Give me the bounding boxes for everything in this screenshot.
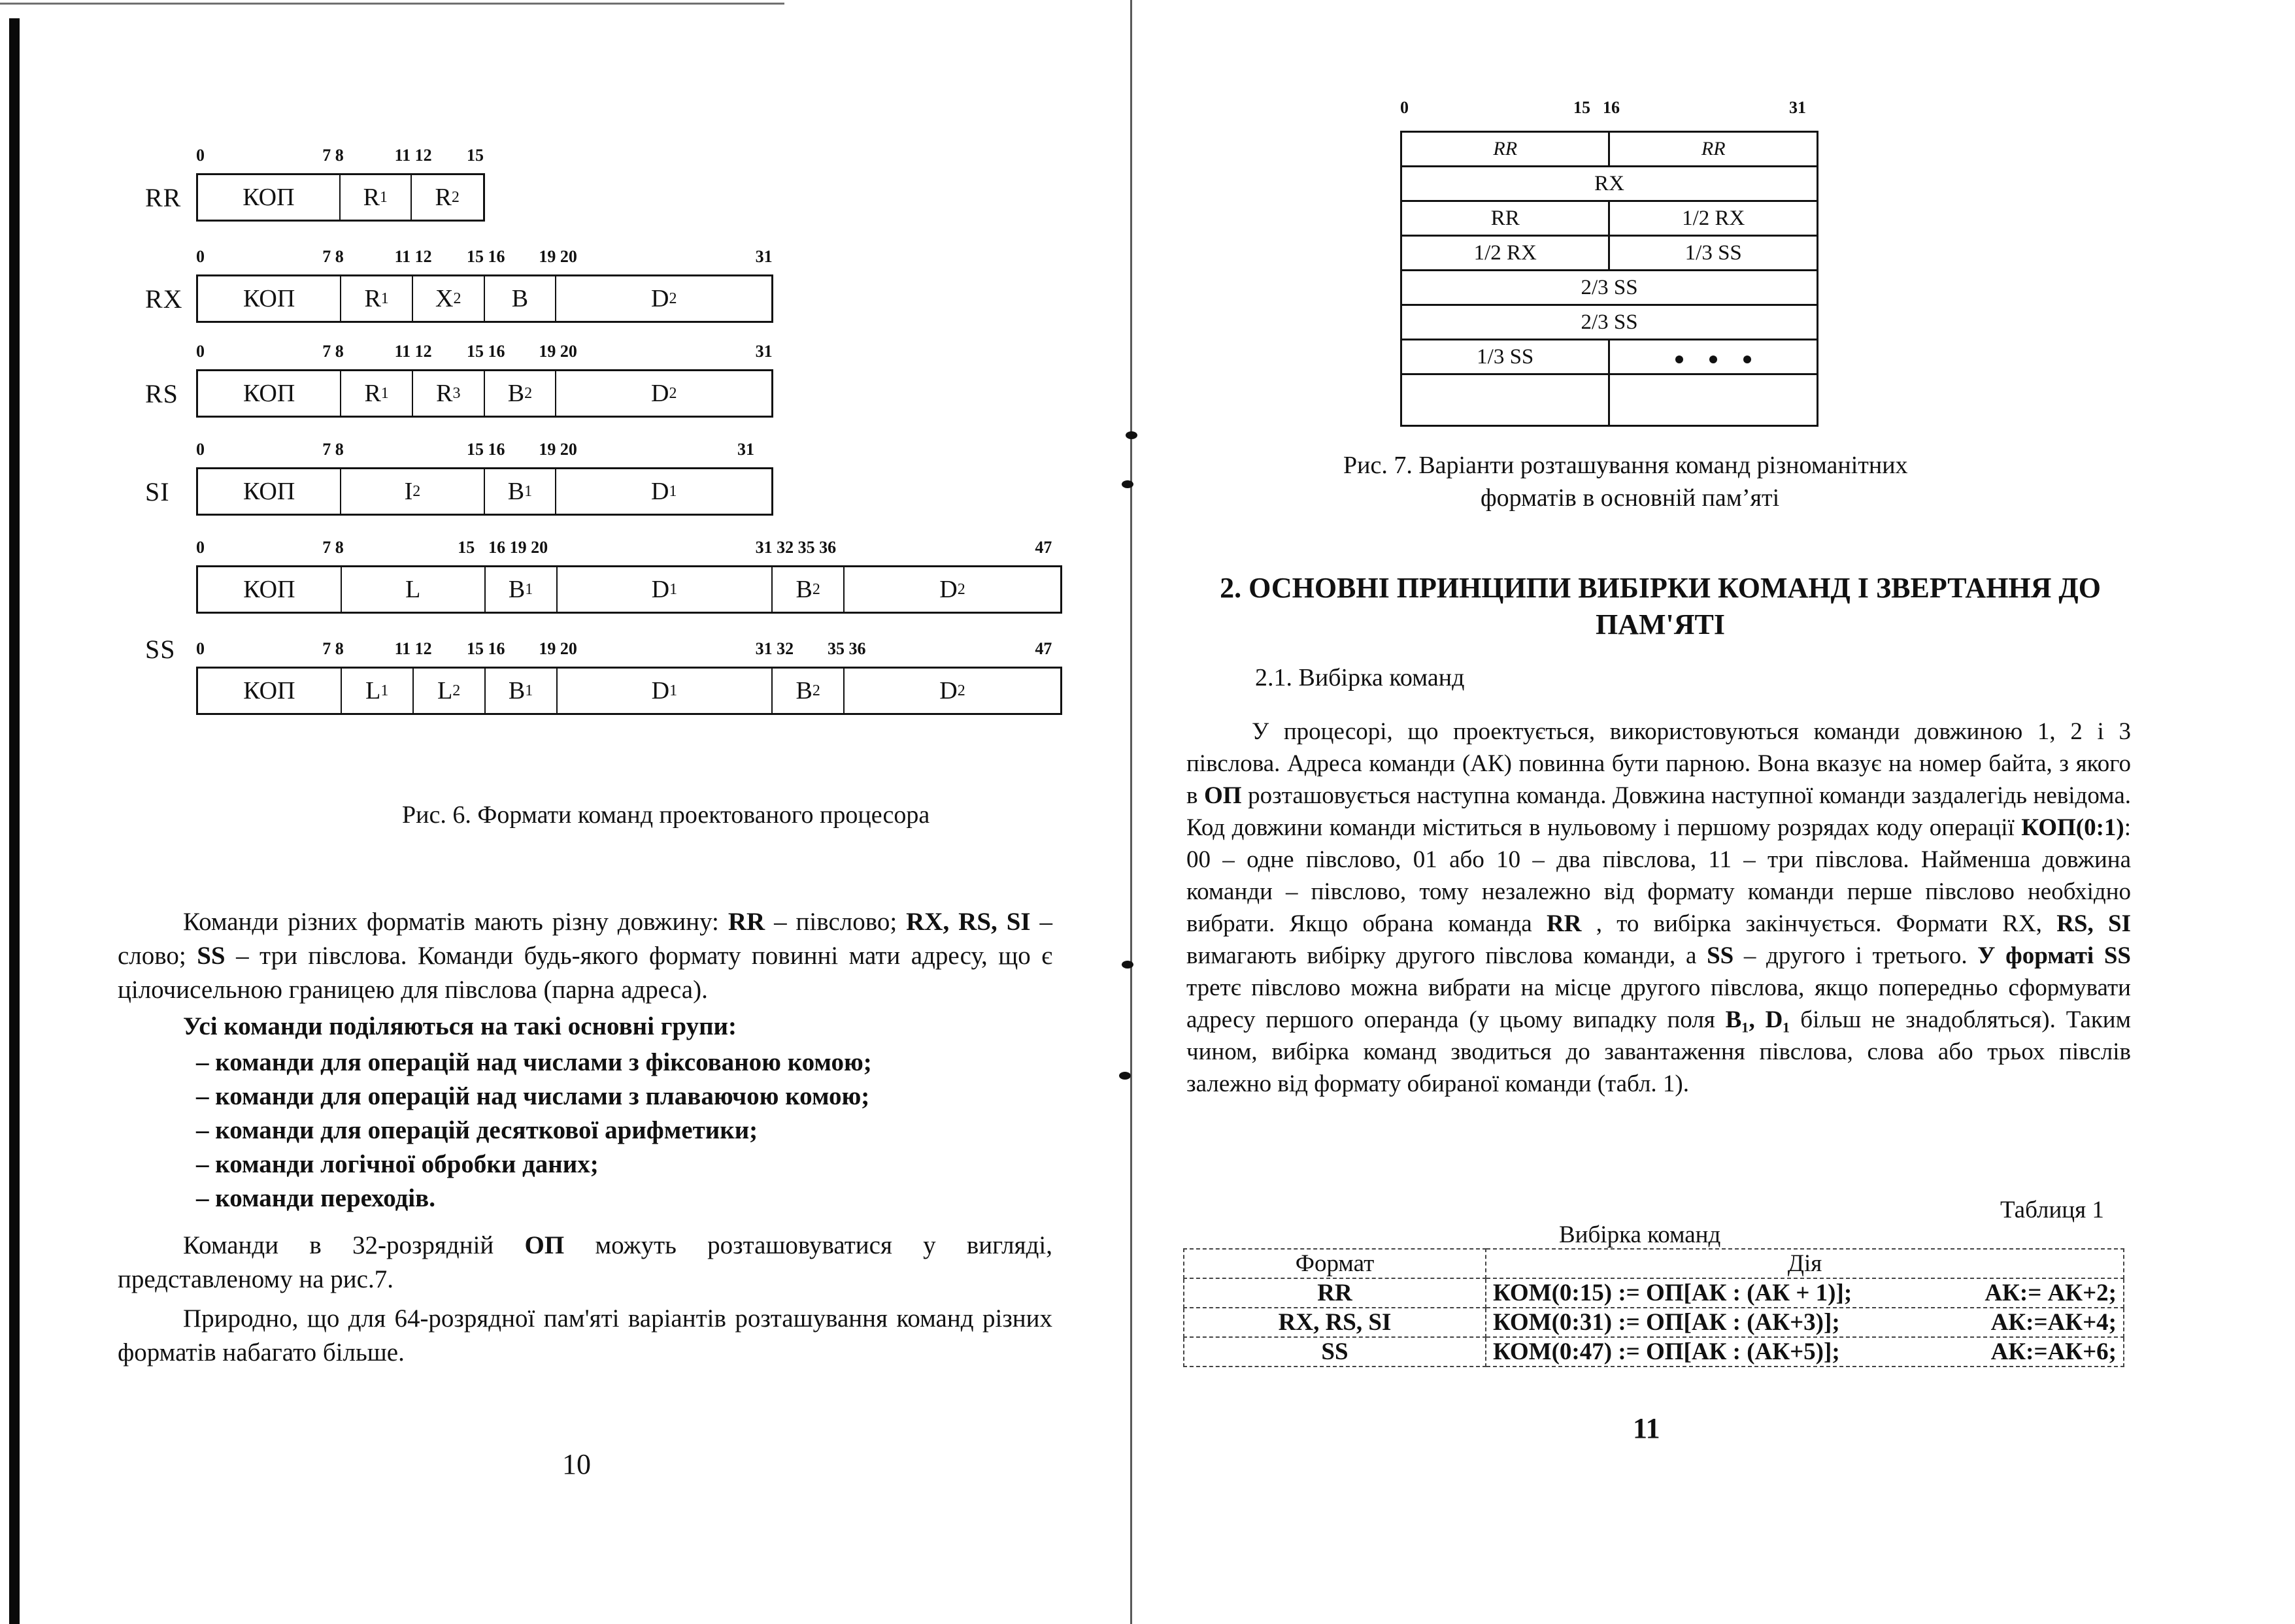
field-subscript: 1 — [380, 384, 389, 402]
field-subscript: 2 — [669, 290, 677, 307]
paragraph-instruction-fetch — [1186, 716, 2131, 1100]
cell-format: RR — [1184, 1278, 1486, 1308]
table-row — [1184, 1278, 2124, 1308]
list-item: – команди логічної обробки даних; — [196, 1150, 599, 1178]
text: – півслово; — [765, 908, 907, 936]
field-label: D — [651, 285, 669, 312]
field-subscript: 2 — [524, 384, 533, 402]
term-ss-format: У форматі SS — [1977, 942, 2132, 969]
field-subscript: 3 — [452, 384, 461, 402]
field-label: D — [939, 576, 958, 603]
text: третє півслово можна вибрати на місце другого півслова, якщо попередньо сформувати адресу першого операнда (у цьому випадку поля — [1186, 974, 2131, 1033]
figure-7-bit-numbers — [1400, 98, 1832, 118]
field-cell — [556, 371, 771, 416]
term-ss: SS — [197, 942, 226, 970]
bit-number: 19 20 — [539, 440, 577, 459]
action-load: КОМ(0:31) := ОП[АК : (АК+3)]; — [1493, 1309, 1840, 1336]
field-cell — [845, 567, 1060, 612]
memory-word-row — [1401, 201, 1818, 236]
binding-staple-mark — [1119, 1072, 1131, 1080]
memory-cell: RX — [1401, 167, 1818, 201]
term-b1-d1: B₁, D₁ — [1725, 1006, 1790, 1033]
field-subscript: 2 — [812, 682, 820, 699]
bit-number: 31 — [755, 342, 773, 361]
field-cell — [412, 175, 483, 220]
list-item: – команди для операцій десяткової арифметики; — [196, 1116, 758, 1144]
memory-word-row — [1401, 132, 1818, 167]
field-label: B — [508, 677, 526, 704]
binding-staple-mark — [1122, 961, 1133, 969]
bit-number: 11 12 — [394, 247, 432, 266]
list-item: – команди переходів. — [196, 1184, 435, 1212]
bit-number: 16 — [1603, 98, 1620, 117]
memory-cell: 1/3 SS — [1401, 340, 1609, 374]
term-op: ОП — [524, 1231, 565, 1259]
field-label: КОП — [243, 677, 295, 704]
memory-word-row — [1401, 340, 1818, 374]
bit-number: 15 — [458, 538, 475, 557]
field-label: D — [650, 478, 669, 505]
field-label: B — [796, 677, 812, 704]
format-label-ss: SS — [145, 635, 176, 664]
term-op: ОП — [1204, 782, 1242, 809]
field-subscript: 2 — [812, 580, 820, 598]
field-label: L — [437, 677, 453, 704]
term-rr: RR — [1547, 910, 1582, 937]
text: , то вибірка закінчується. Формати RX, — [1581, 910, 2057, 937]
bit-number: 15 — [1573, 98, 1590, 117]
field-cell — [485, 371, 557, 416]
field-label: КОП — [243, 184, 295, 211]
field-cell — [342, 669, 414, 713]
field-cell — [341, 276, 413, 321]
table-1 — [1183, 1248, 2124, 1367]
memory-layout-table — [1400, 131, 1818, 427]
ellipsis-icon — [1609, 340, 1818, 374]
field-cell — [342, 567, 486, 612]
field-subscript: 2 — [451, 188, 460, 206]
bit-number: 0 — [196, 440, 205, 459]
memory-word-row — [1401, 305, 1818, 340]
action-increment: АК:= АК+2; — [1985, 1280, 2117, 1306]
term-kop: КОП(0:1) — [2021, 814, 2124, 841]
term-ss: SS — [1707, 942, 1734, 969]
field-subscript: 2 — [957, 682, 965, 699]
field-label: R — [364, 285, 381, 312]
field-label: X — [435, 285, 454, 312]
field-label: D — [939, 677, 958, 704]
bit-number: 31 — [755, 247, 773, 266]
field-label: I — [404, 478, 413, 505]
section-heading-line-2: ПАМ'ЯТІ — [1596, 608, 1725, 640]
memory-cell: 2/3 SS — [1401, 271, 1818, 305]
memory-cell: 1/3 SS — [1609, 236, 1818, 271]
text: більш не знадобляться). Таким чином, вибірка команд зводиться до завантаження півслова, слова або трьох півслів залежно від формату обираної команди (табл. 1). — [1186, 1006, 2132, 1097]
format-row-ss — [196, 667, 1062, 715]
format-row-rr — [196, 173, 485, 222]
list-item: – команди для операцій над числами з фіксованою комою; — [196, 1048, 872, 1076]
binding-staple-mark — [1126, 431, 1137, 439]
subsection-heading: 2.1. Вибірка команд — [1255, 664, 1465, 691]
field-cell — [486, 567, 558, 612]
bit-number: 0 — [196, 342, 205, 361]
memory-cell: RR — [1401, 132, 1609, 167]
bit-number: 11 12 — [394, 146, 432, 165]
field-label: R — [364, 380, 381, 407]
field-label: КОП — [243, 478, 295, 505]
page-number-left: 10 — [562, 1448, 591, 1480]
field-subscript: 2 — [412, 482, 421, 500]
field-label: B — [511, 285, 529, 312]
field-subscript: 1 — [669, 580, 678, 598]
bit-number: 15 16 — [467, 247, 505, 266]
format-row-ss-variant — [196, 565, 1062, 614]
text: : 00 – одне півслово, 01 або 10 – два півслова, 11 – три півслова. Найменша довжина команди – півслово, тому незалежно від формату команди перше півслово необхідно вибрати. Якщо обрана команда — [1186, 814, 2131, 937]
field-subscript: 1 — [525, 580, 533, 598]
bit-number: 15 16 — [467, 342, 505, 361]
scan-edge-top — [0, 3, 784, 5]
text: Команди різних форматів мають різну довжину: — [183, 908, 728, 936]
term-rs-si: RS, SI — [2056, 910, 2131, 937]
field-cell — [198, 175, 341, 220]
field-label: D — [651, 380, 669, 407]
memory-cell — [1609, 374, 1818, 426]
field-label: D — [651, 677, 670, 704]
field-label: R — [435, 184, 452, 211]
section-heading — [1190, 570, 2131, 643]
field-cell — [341, 371, 413, 416]
field-cell — [198, 469, 341, 514]
field-label: L — [365, 677, 381, 704]
field-cell — [773, 669, 845, 713]
bit-number: 31 32 35 36 — [755, 538, 837, 557]
table-1-label: Таблиця 1 — [2000, 1197, 2104, 1223]
cell-format: RX, RS, SI — [1184, 1308, 1486, 1337]
column-header-action: Дія — [1486, 1249, 2124, 1278]
action-increment: АК:=АК+4; — [1990, 1309, 2117, 1336]
field-cell — [486, 669, 558, 713]
page-number-right: 11 — [1633, 1412, 1660, 1444]
bit-number: 0 — [196, 538, 205, 557]
format-row-rx — [196, 274, 773, 323]
field-label: КОП — [243, 285, 295, 312]
format-row-si — [196, 467, 773, 516]
memory-word-row — [1401, 271, 1818, 305]
figure-7-caption-line-1: Рис. 7. Варіанти розташування команд різноманітних — [1343, 452, 1908, 479]
term-rx-rs-si: RX, RS, SI — [906, 908, 1031, 936]
format-label-rs: RS — [145, 379, 178, 408]
cell-action — [1486, 1337, 2124, 1367]
memory-cell: 1/2 RX — [1609, 201, 1818, 236]
field-cell — [413, 276, 485, 321]
paragraph-format-lengths — [118, 905, 1052, 1007]
memory-cell: 2/3 SS — [1401, 305, 1818, 340]
field-cell — [556, 276, 771, 321]
format-label-rx: RX — [145, 284, 183, 314]
field-cell — [198, 567, 342, 612]
format-label-si: SI — [145, 477, 170, 506]
cell-format: SS — [1184, 1337, 1486, 1367]
table-header-row — [1184, 1249, 2124, 1278]
text: – три півслова. Команди будь-якого формату повинні мати адресу, що є цілочисельною границею для півслова (парна адреса). — [118, 942, 1052, 1004]
bit-number: 47 — [1035, 639, 1052, 658]
bit-number: 31 32 — [755, 639, 794, 658]
field-subscript: 1 — [525, 682, 533, 699]
bit-number: 15 16 — [467, 639, 505, 658]
field-subscript: 1 — [380, 290, 389, 307]
bit-number: 19 20 — [539, 342, 577, 361]
term-rr: RR — [728, 908, 765, 936]
memory-cell: RR — [1609, 132, 1818, 167]
field-label: L — [405, 576, 421, 603]
field-label: КОП — [243, 380, 295, 407]
field-label: B — [507, 478, 525, 505]
memory-cell: 1/2 RX — [1401, 236, 1609, 271]
binding-staple-mark — [1122, 480, 1133, 488]
field-cell — [414, 669, 486, 713]
text: вимагають вибірку другого півслова команди, а — [1186, 942, 1707, 969]
scan-edge-bar — [9, 18, 20, 1624]
action-increment: АК:=АК+6; — [1990, 1338, 2117, 1365]
figure-7-memory-layout — [1400, 131, 1818, 427]
field-subscript: 1 — [379, 188, 388, 206]
bit-number: 0 — [196, 146, 205, 165]
text: – другого і третього. — [1734, 942, 1978, 969]
cell-action — [1486, 1308, 2124, 1337]
field-subscript: 2 — [452, 682, 461, 699]
list-item: – команди для операцій над числами з плаваючою комою; — [196, 1082, 870, 1110]
memory-word-row — [1401, 236, 1818, 271]
bit-number: 15 16 — [467, 440, 505, 459]
bit-number: 19 20 — [539, 639, 577, 658]
bit-number: 35 36 — [828, 639, 866, 658]
action-load: КОМ(0:15) := ОП[АК : (АК + 1)]; — [1493, 1280, 1852, 1306]
text: можуть розташовуватися у вигляді, представленому на рис.7. — [118, 1231, 1052, 1293]
field-cell — [558, 567, 773, 612]
field-subscript: 2 — [453, 290, 461, 307]
field-cell — [341, 469, 484, 514]
field-label: B — [507, 380, 525, 407]
bit-number: 11 12 — [394, 342, 432, 361]
table-1-title: Вибірка команд — [1559, 1221, 1721, 1248]
dot — [1743, 356, 1751, 363]
bit-number: 31 — [1789, 98, 1806, 117]
bit-number: 19 20 — [539, 247, 577, 266]
bit-number: 15 — [467, 146, 484, 165]
field-cell — [845, 669, 1060, 713]
field-subscript: 1 — [669, 482, 677, 500]
paragraph-32bit-memory — [118, 1229, 1052, 1297]
memory-word-row — [1401, 167, 1818, 201]
bit-number: 47 — [1035, 538, 1052, 557]
cell-action — [1486, 1278, 2124, 1308]
bit-number: 0 — [196, 247, 205, 266]
figure-6-caption: Рис. 6. Формати команд проектованого процесора — [402, 801, 930, 829]
memory-word-row — [1401, 374, 1818, 426]
field-cell — [556, 469, 771, 514]
bit-number: 16 19 20 — [488, 538, 548, 557]
text: – слово; — [118, 908, 1052, 970]
action-load: КОМ(0:47) := ОП[АК : (АК+5)]; — [1493, 1338, 1840, 1365]
groups-list — [196, 1046, 872, 1216]
field-label: B — [508, 576, 526, 603]
field-cell — [413, 371, 485, 416]
bit-number: 7 8 — [322, 146, 344, 165]
dot — [1675, 356, 1683, 363]
field-subscript: 2 — [669, 384, 677, 402]
field-label: R — [363, 184, 380, 211]
field-subscript: 1 — [669, 682, 678, 699]
bit-number: 0 — [196, 639, 205, 658]
memory-cell: RR — [1401, 201, 1609, 236]
field-label: D — [651, 576, 670, 603]
dot — [1709, 356, 1717, 363]
field-label: B — [796, 576, 812, 603]
text: У процесорі, що проектується, використовуються команди довжиною 1, 2 і 3 півслова. Адреса команди (АК) повинна бути парною. Вона вказує на номер байта, з якого в — [1186, 718, 2131, 809]
format-row-rs — [196, 369, 773, 418]
field-subscript: 2 — [957, 580, 965, 598]
paragraph-groups-intro: Усі команди поділяються на такі основні групи: — [183, 1012, 737, 1040]
field-label: R — [436, 380, 453, 407]
section-heading-line-1: 2. ОСНОВНІ ПРИНЦИПИ ВИБІРКИ КОМАНД І ЗВЕРТАННЯ ДО — [1220, 572, 2101, 604]
paragraph-64bit-memory: Природно, що для 64-розрядної пам'яті варіантів розташування команд різних форматів набагато більше. — [118, 1304, 1052, 1367]
field-cell — [198, 371, 341, 416]
field-cell — [341, 175, 412, 220]
column-header-format: Формат — [1184, 1249, 1486, 1278]
text: Команди в 32-розрядній — [183, 1231, 525, 1259]
instruction-fetch-table — [1183, 1248, 2124, 1367]
table-row — [1184, 1337, 2124, 1367]
field-cell — [558, 669, 773, 713]
field-subscript: 1 — [380, 682, 389, 699]
bit-number: 7 8 — [322, 247, 344, 266]
text: розташовується наступна команда. Довжина наступної команди заздалегідь невідома. Код довжини команди міститься в нульовому і першому розрядах коду операції — [1186, 782, 2131, 841]
field-cell — [773, 567, 845, 612]
figure-7-caption-line-2: форматів в основній пам’яті — [1481, 484, 1780, 512]
field-cell — [198, 276, 341, 321]
bit-number: 7 8 — [322, 440, 344, 459]
bit-number: 0 — [1400, 98, 1409, 117]
bit-number: 11 12 — [394, 639, 432, 658]
table-row — [1184, 1308, 2124, 1337]
field-cell — [198, 669, 342, 713]
bit-number: 31 — [737, 440, 754, 459]
field-cell — [485, 469, 557, 514]
field-label: КОП — [243, 576, 295, 603]
format-label-rr: RR — [145, 183, 182, 212]
memory-cell — [1401, 374, 1609, 426]
bit-number: 7 8 — [322, 538, 344, 557]
field-subscript: 1 — [524, 482, 533, 500]
page-binding-line — [1130, 0, 1132, 1624]
field-cell — [485, 276, 557, 321]
bit-number: 7 8 — [322, 639, 344, 658]
bit-number: 7 8 — [322, 342, 344, 361]
